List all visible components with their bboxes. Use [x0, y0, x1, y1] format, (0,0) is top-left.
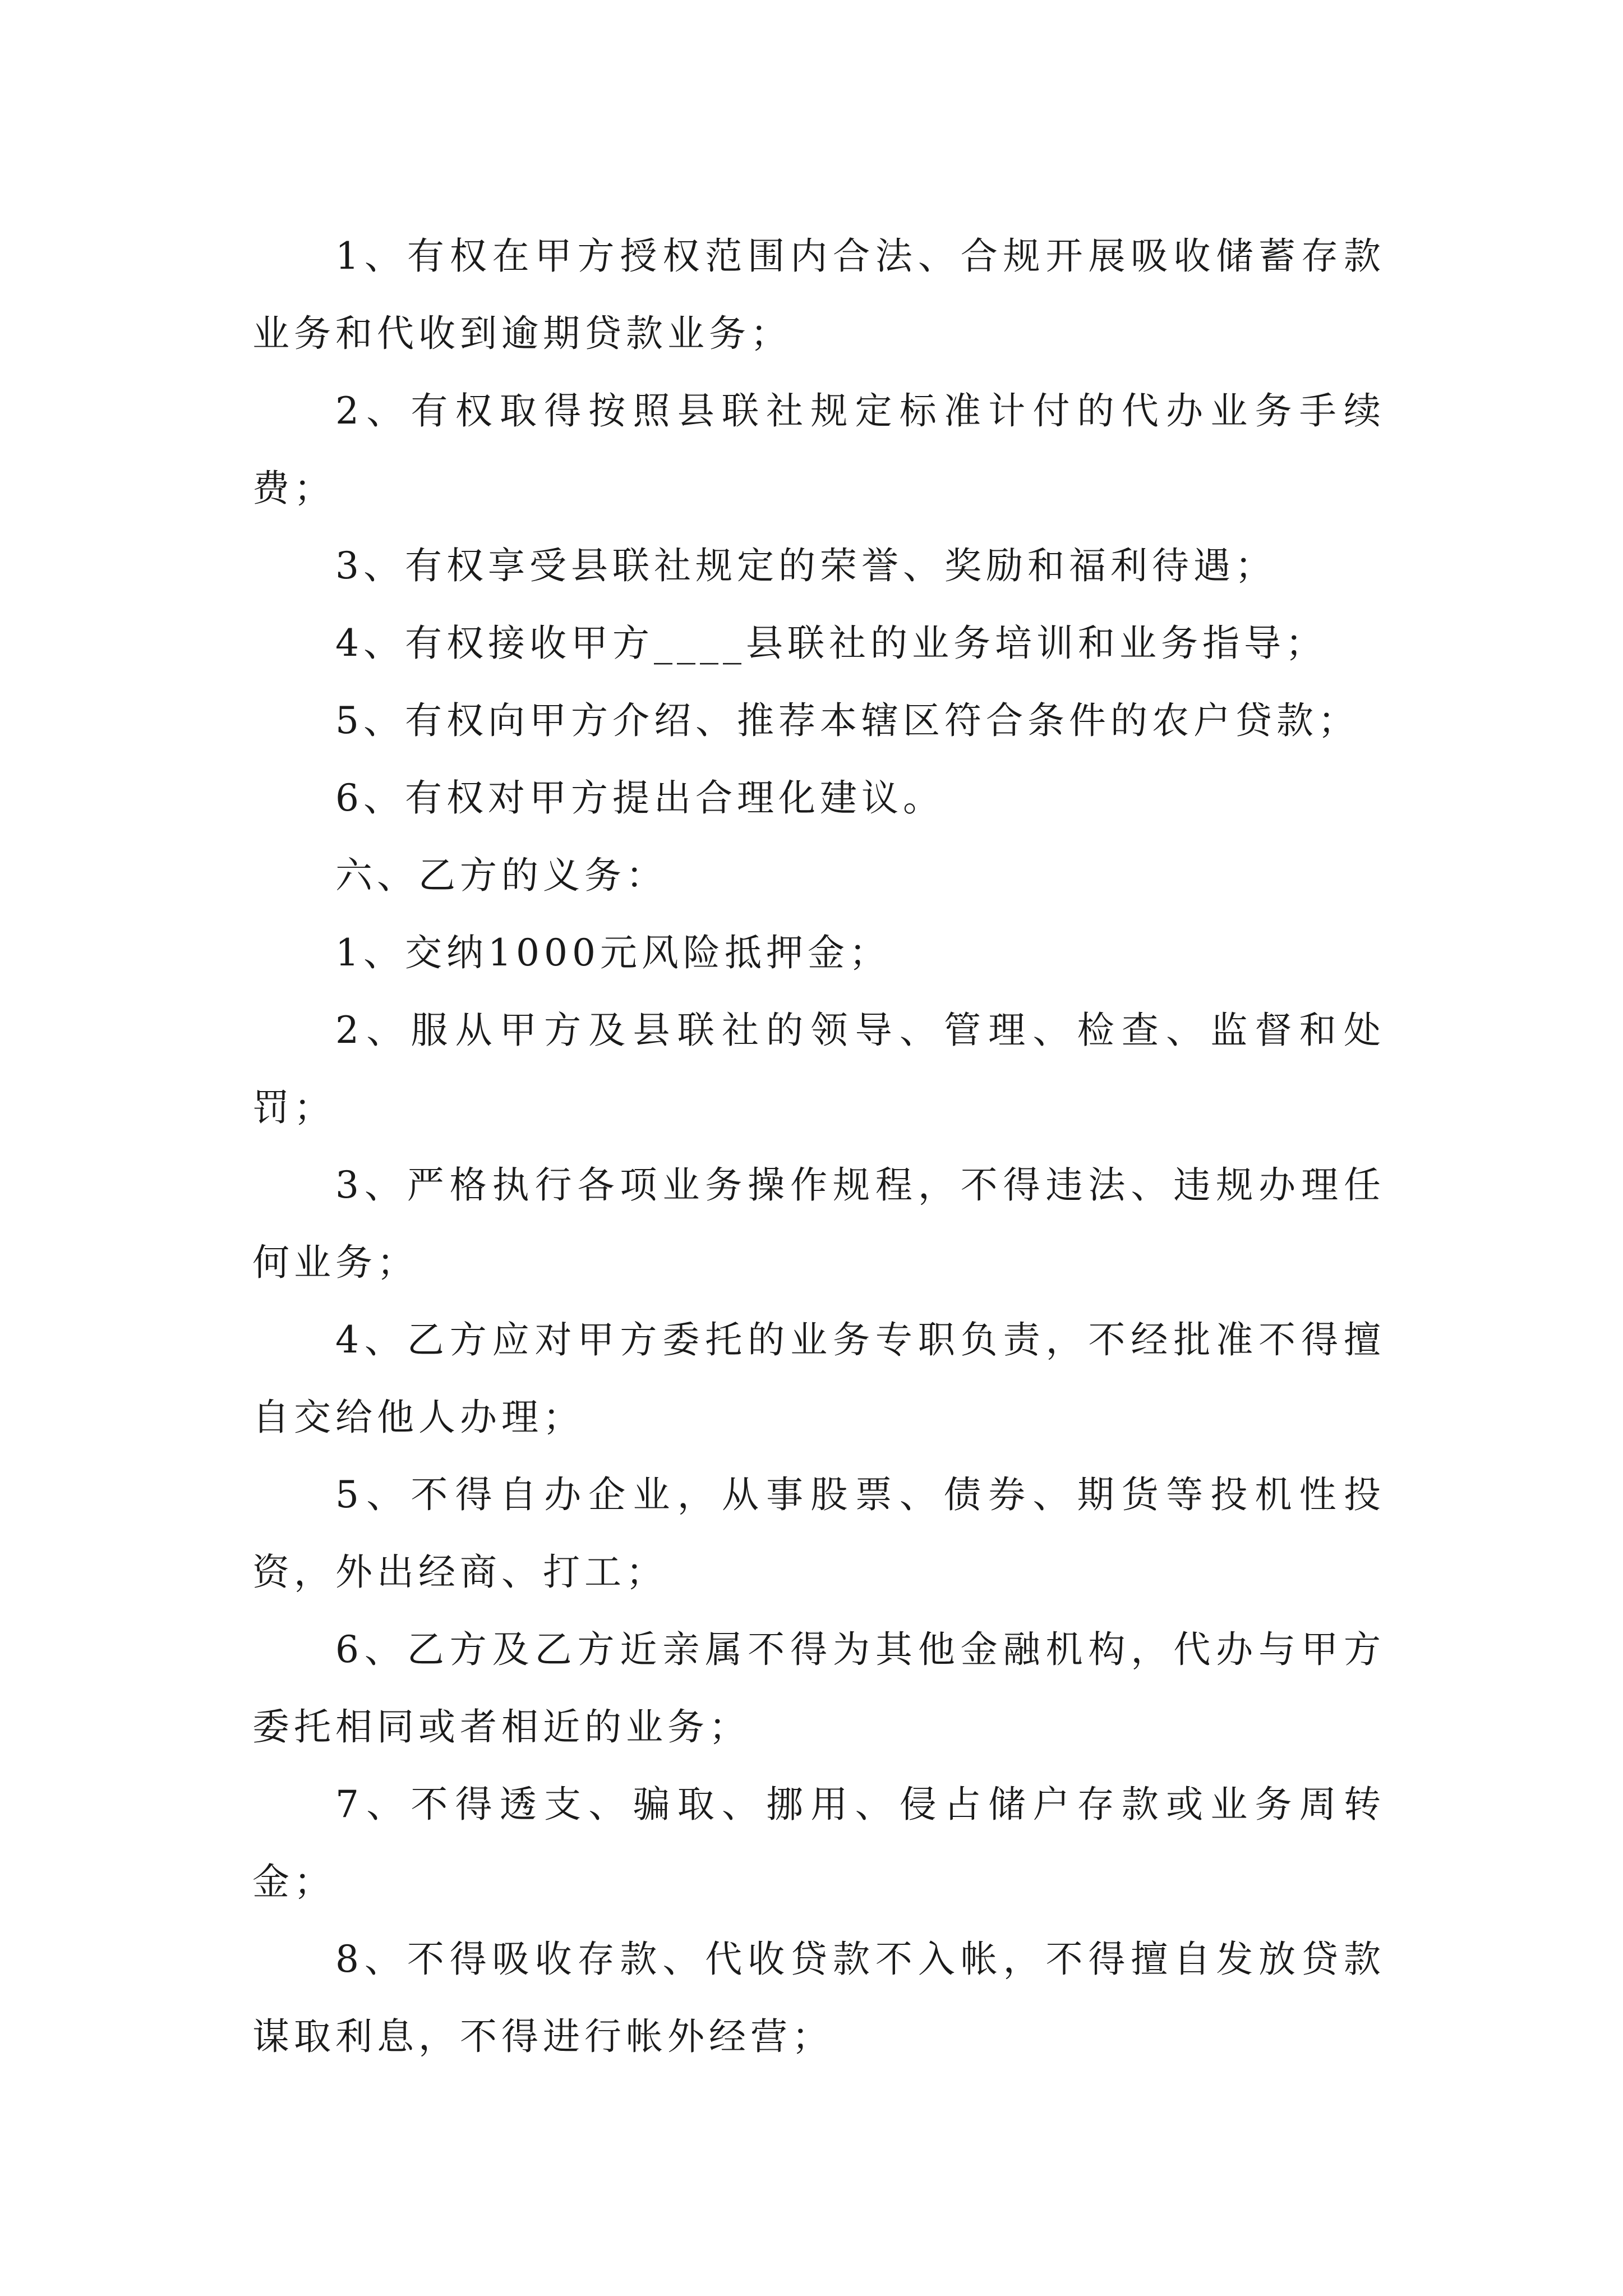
- paragraph-right-6: 6、有权对甲方提出合理化建议。: [335, 776, 944, 820]
- paragraph-obligation-8: 8、不得吸收存款、代收贷款不入帐，不得擅自发放贷款谋取利息，不得进行帐外经营；: [252, 1938, 1385, 2058]
- paragraph-right-3: 3、有权享受县联社规定的荣誉、奖励和福利待遇；: [335, 544, 1276, 587]
- paragraph-obligation-2: 2、服从甲方及县联社的领导、管理、检查、监督和处罚；: [252, 1009, 1385, 1129]
- paragraph-right-1: 1、有权在甲方授权范围内合法、合规开展吸收储蓄存款业务和代收到逾期贷款业务；: [252, 234, 1385, 355]
- section-heading-obligations: 六、乙方的义务：: [335, 854, 667, 897]
- paragraph-right-4: 4、有权接收甲方____县联社的业务培训和业务指导；: [335, 622, 1327, 665]
- paragraph-obligation-5: 5、不得自办企业，从事股票、债券、期货等投机性投资，外出经商、打工；: [252, 1473, 1385, 1594]
- paragraph-obligation-7: 7、不得透支、骗取、挪用、侵占储户存款或业务周转金；: [252, 1783, 1385, 1903]
- paragraph-right-5: 5、有权向甲方介绍、推荐本辖区符合条件的农户贷款；: [335, 699, 1359, 742]
- paragraph-obligation-4: 4、乙方应对甲方委托的业务专职负责，不经批准不得擅自交给他人办理；: [252, 1318, 1385, 1439]
- paragraph-obligation-3: 3、严格执行各项业务操作规程，不得违法、违规办理任何业务；: [252, 1163, 1385, 1284]
- document-body: [252, 218, 1385, 2076]
- paragraph-obligation-6: 6、乙方及乙方近亲属不得为其他金融机构，代办与甲方委托相同或者相近的业务；: [252, 1628, 1385, 1749]
- paragraph-right-2: 2、有权取得按照县联社规定标准计付的代办业务手续费；: [252, 389, 1385, 510]
- paragraph-obligation-1: 1、交纳1000元风险抵押金；: [335, 931, 891, 974]
